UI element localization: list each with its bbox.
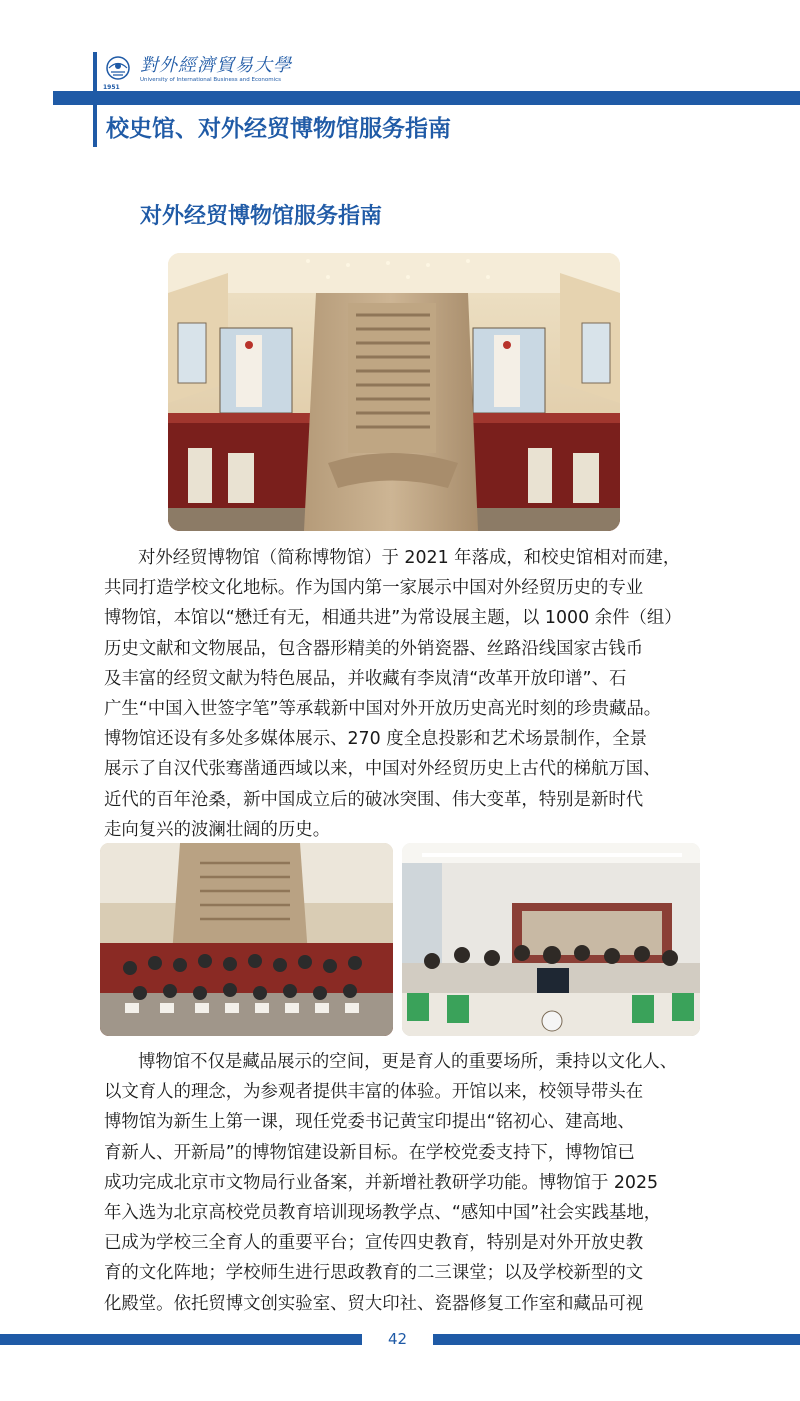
section-heading: 校史馆、对外经贸博物馆服务指南 xyxy=(106,116,451,142)
text-line: 历史文献和文物展品，包含器形精美的外销瓷器、丝路沿线国家古钱币 xyxy=(104,638,644,659)
text-line: 博物馆还设有多处多媒体展示、270 度全息投影和艺术场景制作，全景 xyxy=(104,729,648,750)
founded-year: 1951 xyxy=(103,84,120,91)
text-line: 育的文化阵地；学校师生进行思政教育的二三课堂；以及学校新型的文 xyxy=(104,1263,644,1284)
text-line: 以文育人的理念，为参观者提供丰富的体验。开馆以来，校领导带头在 xyxy=(104,1082,644,1103)
text-line: 育新人、开新局”的博物馆建设新目标。在学校党委支持下，博物馆已 xyxy=(104,1142,635,1163)
paragraph-2 xyxy=(104,1047,704,1319)
seminar-room-photo xyxy=(402,843,700,1036)
text-line: 博物馆，本馆以“懋迁有无，相通共进”为常设展主题，以 1000 余件（组） xyxy=(104,608,682,629)
text-line: 成功完成北京市文物局行业备案，并新增社教研学功能。博物馆于 2025 xyxy=(104,1172,659,1193)
text-line: 共同打造学校文化地标。作为国内第一家展示中国对外经贸历史的专业 xyxy=(104,578,644,599)
text-line: 化殿堂。依托贸博文创实验室、贸大印社、瓷器修复工作室和藏品可视 xyxy=(104,1293,644,1314)
text-line: 对外经贸博物馆（简称博物馆）于 2021 年落成，和校史馆相对而建， xyxy=(138,548,681,568)
text-line: 近代的百年沧桑，新中国成立后的破冰突围、伟大变革，特别是新时代 xyxy=(104,789,644,810)
text-line: 广生“中国入世签字笔”等承载新中国对外开放历史高光时刻的珍贵藏品。 xyxy=(104,699,662,720)
university-name-en: University of International Business and Economics xyxy=(140,77,281,83)
text-line: 走向复兴的波澜壮阔的历史。 xyxy=(104,819,331,840)
footer-bar-left xyxy=(0,1334,362,1345)
article-title: 对外经贸博物馆服务指南 xyxy=(140,204,383,229)
text-line: 已成为学校三全育人的重要平台；宣传四史教育，特别是对外开放史教 xyxy=(104,1233,644,1254)
text-line: 年入选为北京高校党员教育培训现场教学点、“感知中国”社会实践基地， xyxy=(104,1203,662,1224)
text-line: 展示了自汉代张骞凿通西域以来，中国对外经贸历史上古代的梯航万国、 xyxy=(104,759,661,780)
university-name: 對外經濟貿易大學 xyxy=(140,55,292,76)
text-line: 博物馆为新生上第一课，现任党委书记黄宝印提出“铭初心、建高地、 xyxy=(104,1112,635,1133)
paragraph-1 xyxy=(104,543,704,845)
footer-bar-right xyxy=(433,1334,800,1345)
student-group-photo xyxy=(100,843,393,1036)
museum-hall-photo xyxy=(168,253,620,531)
header-band xyxy=(53,91,800,105)
text-line: 博物馆不仅是藏品展示的空间，更是育人的重要场所，秉持以文化人、 xyxy=(138,1052,678,1072)
university-logo xyxy=(104,56,292,90)
text-line: 及丰富的经贸文献为特色展品，并收藏有李岚清“改革开放印谱”、石 xyxy=(104,668,627,689)
page-number: 42 xyxy=(387,1330,408,1348)
